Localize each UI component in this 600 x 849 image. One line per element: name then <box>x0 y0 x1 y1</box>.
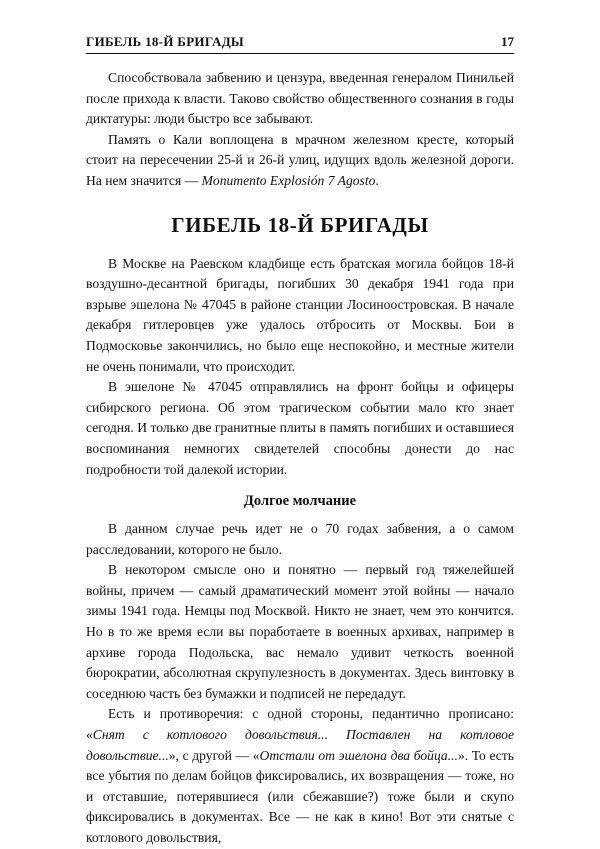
section-paragraph-3 <box>86 704 514 848</box>
chapter-title: ГИБЕЛЬ 18-Й БРИГАДЫ <box>171 212 429 237</box>
intro-paragraph-2-end: . <box>375 172 379 188</box>
chapter-paragraph-1: В Москве на Раевском кладбище есть братская могила бойцов 18-й воздушно-десантной бригады, погибших 30 декабря 1941 года при взрыве эшелона № 47045 в районе станции Лосиноостровская. В начале декабря гитлеровцев уже удалось отбросить от Москвы. Бои в Подмосковье закончились, но было еще неспокойно, и местные жители не очень понимали, что происходит. <box>86 255 514 374</box>
section-paragraph-1: В данном случае речь идет не о 70 годах забвения, а о самом расследовании, которого не было. <box>86 521 514 557</box>
section-paragraph-3-part-a: Есть и противоречия: с одной стороны, педантично прописано: « <box>86 706 514 743</box>
quote-lagging-soldiers: Отстали от эшелона два бойца... <box>259 747 458 763</box>
section-paragraph-3-part-e: ». То есть все убытия по делам бойцов фиксировались, их возвращения — тоже, но и отставшие, потерявшиеся (или сбежавшие?) тоже были и скупо фиксировались в документах. Все — не как в кино! Вот эти снятые с котлового довольствия, <box>86 747 514 845</box>
running-title: ГИБЕЛЬ 18-Й БРИГАДЫ <box>86 34 244 49</box>
intro-paragraph-2-text: Память о Кали воплощена в мрачном железном кресте, который стоит на пересечении 25-й и 26-й улиц, идущих вдоль железной дороги. На нем значится — <box>86 131 514 188</box>
monument-inscription: Monumento Explosión 7 Agosto <box>201 172 376 188</box>
section-heading: Долгое молчание <box>243 493 357 510</box>
chapter-paragraph-2: В эшелоне № 47045 отправлялись на фронт бойцы и офицеры сибирского региона. Об этом трагическом событии мало кто знает сегодня. И только две гранитные плиты в память погибших и оставшиеся воспоминания немногих свидетелей способны донести до нас подробности той далекой истории. <box>86 379 514 477</box>
quote-ration-records: Снят с котлового довольствия... Поставлен на котловое довольствие... <box>86 727 514 763</box>
intro-paragraph-1: Способствовала забвению и цензура, введенная генералом Пинильей после прихода к власти. Таково свойство общественного сознания в годы диктатуры: люди быстро все забывают. <box>86 70 514 127</box>
running-head <box>86 30 514 54</box>
page-number: 17 <box>501 34 514 49</box>
section-paragraph-3-part-c: », с другой — « <box>168 747 260 763</box>
intro-paragraph-2 <box>86 130 514 192</box>
body-text <box>86 68 514 849</box>
section-paragraph-2: В некотором смысле оно и понятно — первый год тяжелейшей войны, причем — самый драматический момент этой войны — начало зимы 1941 года. Немцы под Москвой. Никто не знает, чем это кончится. Но в то же время если вы поработаете в военных архивах, например в архиве города Подольска, вас немало удивит четкость военной бюрократии, абсолютная скрупулезность в документах. Здесь винтовку в соседнюю часть без бумажки и подписей не передадут. <box>86 562 514 701</box>
